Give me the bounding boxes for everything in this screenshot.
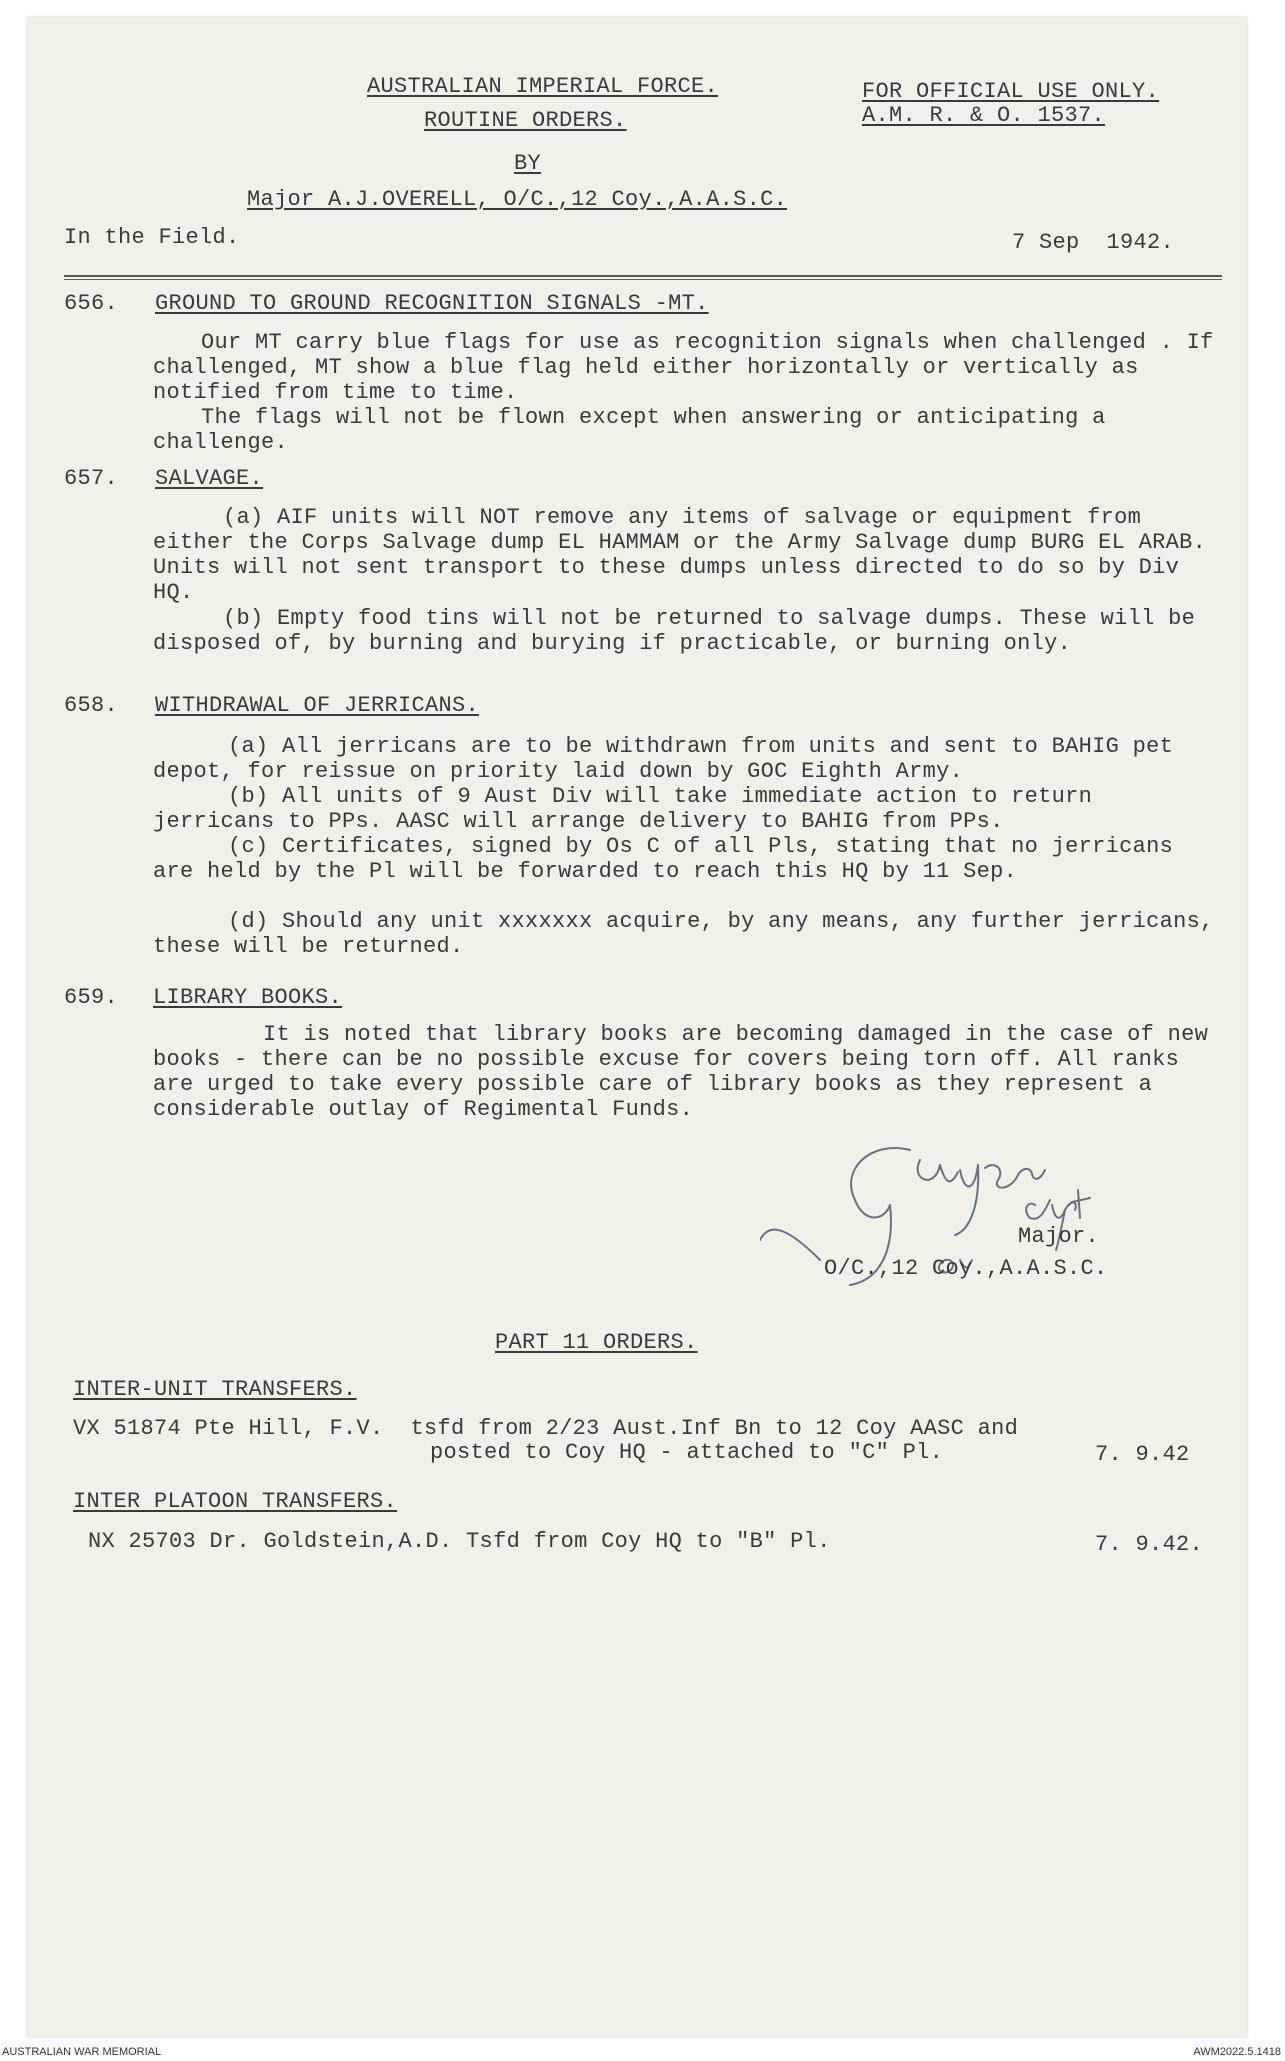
inter-unit-heading: INTER-UNIT TRANSFERS. [73, 1377, 357, 1402]
orders-title: ROUTINE ORDERS. [424, 108, 627, 133]
section-heading-658: WITHDRAWAL OF JERRICANS. [155, 693, 480, 718]
section-heading-656: GROUND TO GROUND RECOGNITION SIGNALS -MT. [155, 291, 709, 316]
place-label: In the Field. [64, 225, 240, 250]
section-658-para-b: (b) All units of 9 Aust Div will take immediate action to return jerricans to PPs. AASC will arrange delivery to BAHIG from PPs. [153, 784, 1093, 834]
by-label: BY [514, 151, 542, 176]
regulation-ref: A.M. R. & O. 1537. [862, 103, 1106, 128]
section-number-659: 659. [64, 985, 119, 1010]
section-658-para-a: (a) All jerricans are to be withdrawn from units and sent to BAHIG pet depot, for reissue on priority laid down by GOC Eighth Army. [153, 734, 1174, 784]
inter-platoon-heading: INTER PLATOON TRANSFERS. [73, 1489, 398, 1514]
section-658-para-c: (c) Certificates, signed by Os C of all Pls, stating that no jerricans are held by the Pl will be forwarded to reach this HQ by 11 Sep. [153, 834, 1174, 884]
signatory-rank: Major. [1018, 1224, 1100, 1249]
footer-accession: AWM2022.5.1418 [1193, 2046, 1281, 2058]
section-658-para-d: (d) Should any unit xxxxxxx acquire, by any means, any further jerricans, these will be returned. [153, 909, 1214, 959]
section-heading-659: LIBRARY BOOKS. [153, 985, 343, 1010]
section-heading-657: SALVAGE. [155, 466, 264, 491]
section-656-para-2: The flags will not be flown except when answering or anticipating a challenge. [153, 405, 1106, 455]
footer-source: AUSTRALIAN WAR MEMORIAL [2, 2046, 162, 2058]
inter-unit-entry-line-1: VX 51874 Pte Hill, F.V. tsfd from 2/23 Aust.Inf Bn to 12 Coy AASC and [73, 1416, 1019, 1441]
order-date: 7 Sep 1942. [1012, 230, 1175, 255]
section-657-para-b: (b) Empty food tins will not be returned to salvage dumps. These will be disposed of, by burning and burying if practicable, or burning only. [153, 606, 1196, 656]
force-title: AUSTRALIAN IMPERIAL FORCE. [367, 74, 719, 99]
inter-platoon-entry: NX 25703 Dr. Goldstein,A.D. Tsfd from Coy HQ to "B" Pl. [88, 1529, 831, 1554]
section-number-656: 656. [64, 291, 119, 316]
header-rule-double [64, 279, 1222, 280]
section-number-658: 658. [64, 693, 119, 718]
header-rule [64, 275, 1222, 277]
signature-text: Grayson Capt for [760, 1110, 770, 1111]
inter-unit-entry-line-2: posted to Coy HQ - attached to "C" Pl. [430, 1440, 944, 1465]
section-659-para: It is noted that library books are becoming damaged in the case of new books - there can be no possible excuse for covers being torn off. All ranks are urged to take every possible care of library books as they represent a considerable outlay of Regimental Funds. [153, 1022, 1209, 1122]
inter-unit-entry-date: 7. 9.42 [1095, 1442, 1190, 1467]
signatory-unit: O/C.,12 Coy.,A.A.S.C. [824, 1256, 1108, 1281]
section-number-657: 657. [64, 466, 119, 491]
part-2-title: PART 11 ORDERS. [495, 1330, 698, 1355]
issuing-officer: Major A.J.OVERELL, O/C.,12 Coy.,A.A.S.C. [247, 187, 788, 212]
section-656-para-1: Our MT carry blue flags for use as recognition signals when challenged . If challenged, MT show a blue flag held either horizontally or vertically as notified from time to time. [153, 330, 1214, 405]
inter-platoon-entry-date: 7. 9.42. [1095, 1532, 1204, 1557]
official-use-label: FOR OFFICIAL USE ONLY. [862, 79, 1160, 104]
section-657-para-a: (a) AIF units will NOT remove any items of salvage or equipment from either the Corps Salvage dump EL HAMMAM or the Army Salvage dump BURG EL ARAB. Units will not sent transport to these dumps unless directed to do so by Div HQ. [153, 505, 1207, 605]
